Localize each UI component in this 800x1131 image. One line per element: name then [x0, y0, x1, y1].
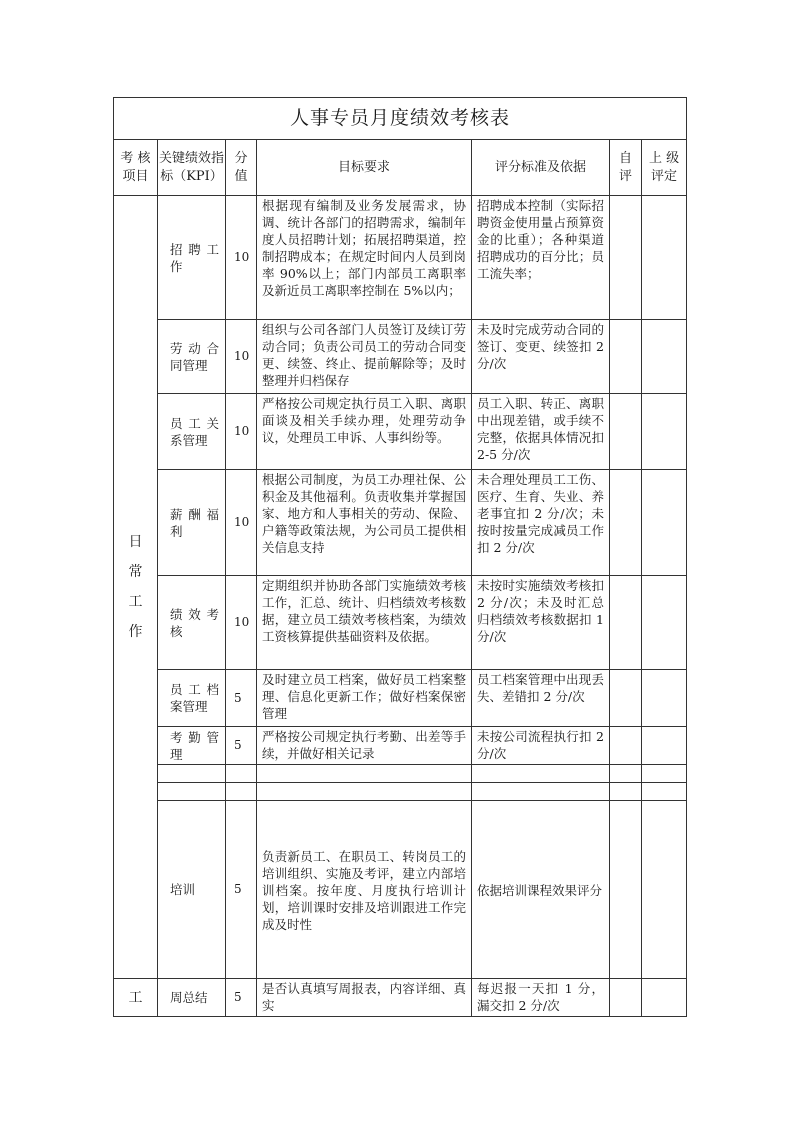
- score-cell: 10: [226, 320, 257, 394]
- header-self: 自评: [610, 140, 642, 196]
- superior-score-cell: [642, 727, 687, 765]
- self-score-cell: [610, 670, 642, 727]
- performance-table: [113, 97, 687, 1017]
- score-cell: 10: [226, 196, 257, 320]
- superior-score-cell: [642, 576, 687, 670]
- self-score-cell: [610, 470, 642, 576]
- score-cell: 10: [226, 470, 257, 576]
- header-kpi: 关键绩效指标（KPI）: [158, 140, 226, 196]
- self-score-cell: [610, 979, 642, 1017]
- superior-score-cell: [642, 196, 687, 320]
- table-row: [114, 576, 687, 670]
- criteria-cell: 招聘成本控制（实际招聘资金使用量占预算资金的比重）；各种渠道招聘成功的百分比；员工流失率；: [472, 196, 610, 320]
- header-requirement: 目标要求: [257, 140, 472, 196]
- score-cell: 10: [226, 394, 257, 470]
- score-cell: 5: [226, 979, 257, 1017]
- criteria-cell: 依据培训课程效果评分: [472, 801, 610, 979]
- score-cell: 5: [226, 670, 257, 727]
- header-criteria: 评分标准及依据: [472, 140, 610, 196]
- kpi-cell: 考勤管理: [158, 727, 226, 765]
- header-category: 考 核 项目: [114, 140, 158, 196]
- requirement-cell: 严格按公司规定执行考勤、出差等手续，并做好相关记录: [257, 727, 472, 765]
- criteria-cell: 未及时完成劳动合同的签订、变更、续签扣 2 分/次: [472, 320, 610, 394]
- score-cell: 5: [226, 801, 257, 979]
- kpi-cell: 绩效考核: [158, 576, 226, 670]
- blank-row: [114, 783, 687, 801]
- kpi-cell: 招聘工作: [158, 196, 226, 320]
- score-cell: 5: [226, 727, 257, 765]
- table-row: [114, 196, 687, 320]
- superior-score-cell: [642, 394, 687, 470]
- table-row: [114, 470, 687, 576]
- page-title: 人事专员月度绩效考核表: [114, 98, 687, 140]
- table-row: [114, 801, 687, 979]
- kpi-cell: 薪酬福利: [158, 470, 226, 576]
- header-superior: 上 级 评定: [642, 140, 687, 196]
- table-row: [114, 320, 687, 394]
- table-row: [114, 979, 687, 1017]
- requirement-cell: 定期组织并协助各部门实施绩效考核工作，汇总、统计、归档绩效考核数据，建立员工绩效考核档案，为绩效工资核算提供基础资料及依据。: [257, 576, 472, 670]
- superior-score-cell: [642, 979, 687, 1017]
- self-score-cell: [610, 576, 642, 670]
- requirement-cell: 根据公司制度，为员工办理社保、公积金及其他福利。负责收集并掌握国家、地方和人事相关的劳动、保险、户籍等政策法规，为公司员工提供相关信息支持: [257, 470, 472, 576]
- self-score-cell: [610, 394, 642, 470]
- self-score-cell: [610, 727, 642, 765]
- requirement-cell: 负责新员工、在职员工、转岗员工的培训组织、实施及考评，建立内部培训档案。按年度、月度执行培训计划，培训课时安排及培训跟进工作完成及时性: [257, 801, 472, 979]
- kpi-cell: 劳动合同管理: [158, 320, 226, 394]
- superior-score-cell: [642, 470, 687, 576]
- table-row: [114, 670, 687, 727]
- kpi-cell: 周总结: [158, 979, 226, 1017]
- criteria-cell: 未按时实施绩效考核扣 2 分/次；未及时汇总归档绩效考核数据扣 1 分/次: [472, 576, 610, 670]
- header-score: 分值: [226, 140, 257, 196]
- self-score-cell: [610, 801, 642, 979]
- header-row: [114, 140, 687, 196]
- superior-score-cell: [642, 320, 687, 394]
- self-score-cell: [610, 196, 642, 320]
- requirement-cell: 及时建立员工档案，做好员工档案整理、信息化更新工作；做好档案保密管理: [257, 670, 472, 727]
- table-row: [114, 394, 687, 470]
- category-cell: 日常工作: [114, 196, 158, 979]
- kpi-cell: 员工档案管理: [158, 670, 226, 727]
- criteria-cell: 员工入职、转正、离职中出现差错，或手续不完整，依据具体情况扣 2-5 分/次: [472, 394, 610, 470]
- kpi-cell: 培训: [158, 801, 226, 979]
- superior-score-cell: [642, 670, 687, 727]
- criteria-cell: 每迟报一天扣 1 分，漏交扣 2 分/次: [472, 979, 610, 1017]
- self-score-cell: [610, 320, 642, 394]
- table-row: [114, 727, 687, 765]
- score-cell: 10: [226, 576, 257, 670]
- requirement-cell: 根据现有编制及业务发展需求，协调、统计各部门的招聘需求，编制年度人员招聘计划；拓展招聘渠道，控制招聘成本；在规定时间内人员到岗率 90%以上；部门内部员工离职率及新近员工离职率控制在 5%以内；: [257, 196, 472, 320]
- criteria-cell: 员工档案管理中出现丢失、差错扣 2 分/次: [472, 670, 610, 727]
- criteria-cell: 未按公司流程执行扣 2 分/次: [472, 727, 610, 765]
- requirement-cell: 严格按公司规定执行员工入职、离职面谈及相关手续办理，处理劳动争议，处理员工申诉、人事纠纷等。: [257, 394, 472, 470]
- superior-score-cell: [642, 801, 687, 979]
- kpi-cell: 员工关系管理: [158, 394, 226, 470]
- category-cell: 工: [114, 979, 158, 1017]
- requirement-cell: 是否认真填写周报表，内容详细、真实: [257, 979, 472, 1017]
- criteria-cell: 未合理处理员工工伤、医疗、生育、失业、养老事宜扣 2 分/次；未按时按量完成减员工作扣 2 分/次: [472, 470, 610, 576]
- blank-row: [114, 765, 687, 783]
- requirement-cell: 组织与公司各部门人员签订及续订劳动合同；负责公司员工的劳动合同变更、续签、终止、提前解除等；及时整理并归档保存: [257, 320, 472, 394]
